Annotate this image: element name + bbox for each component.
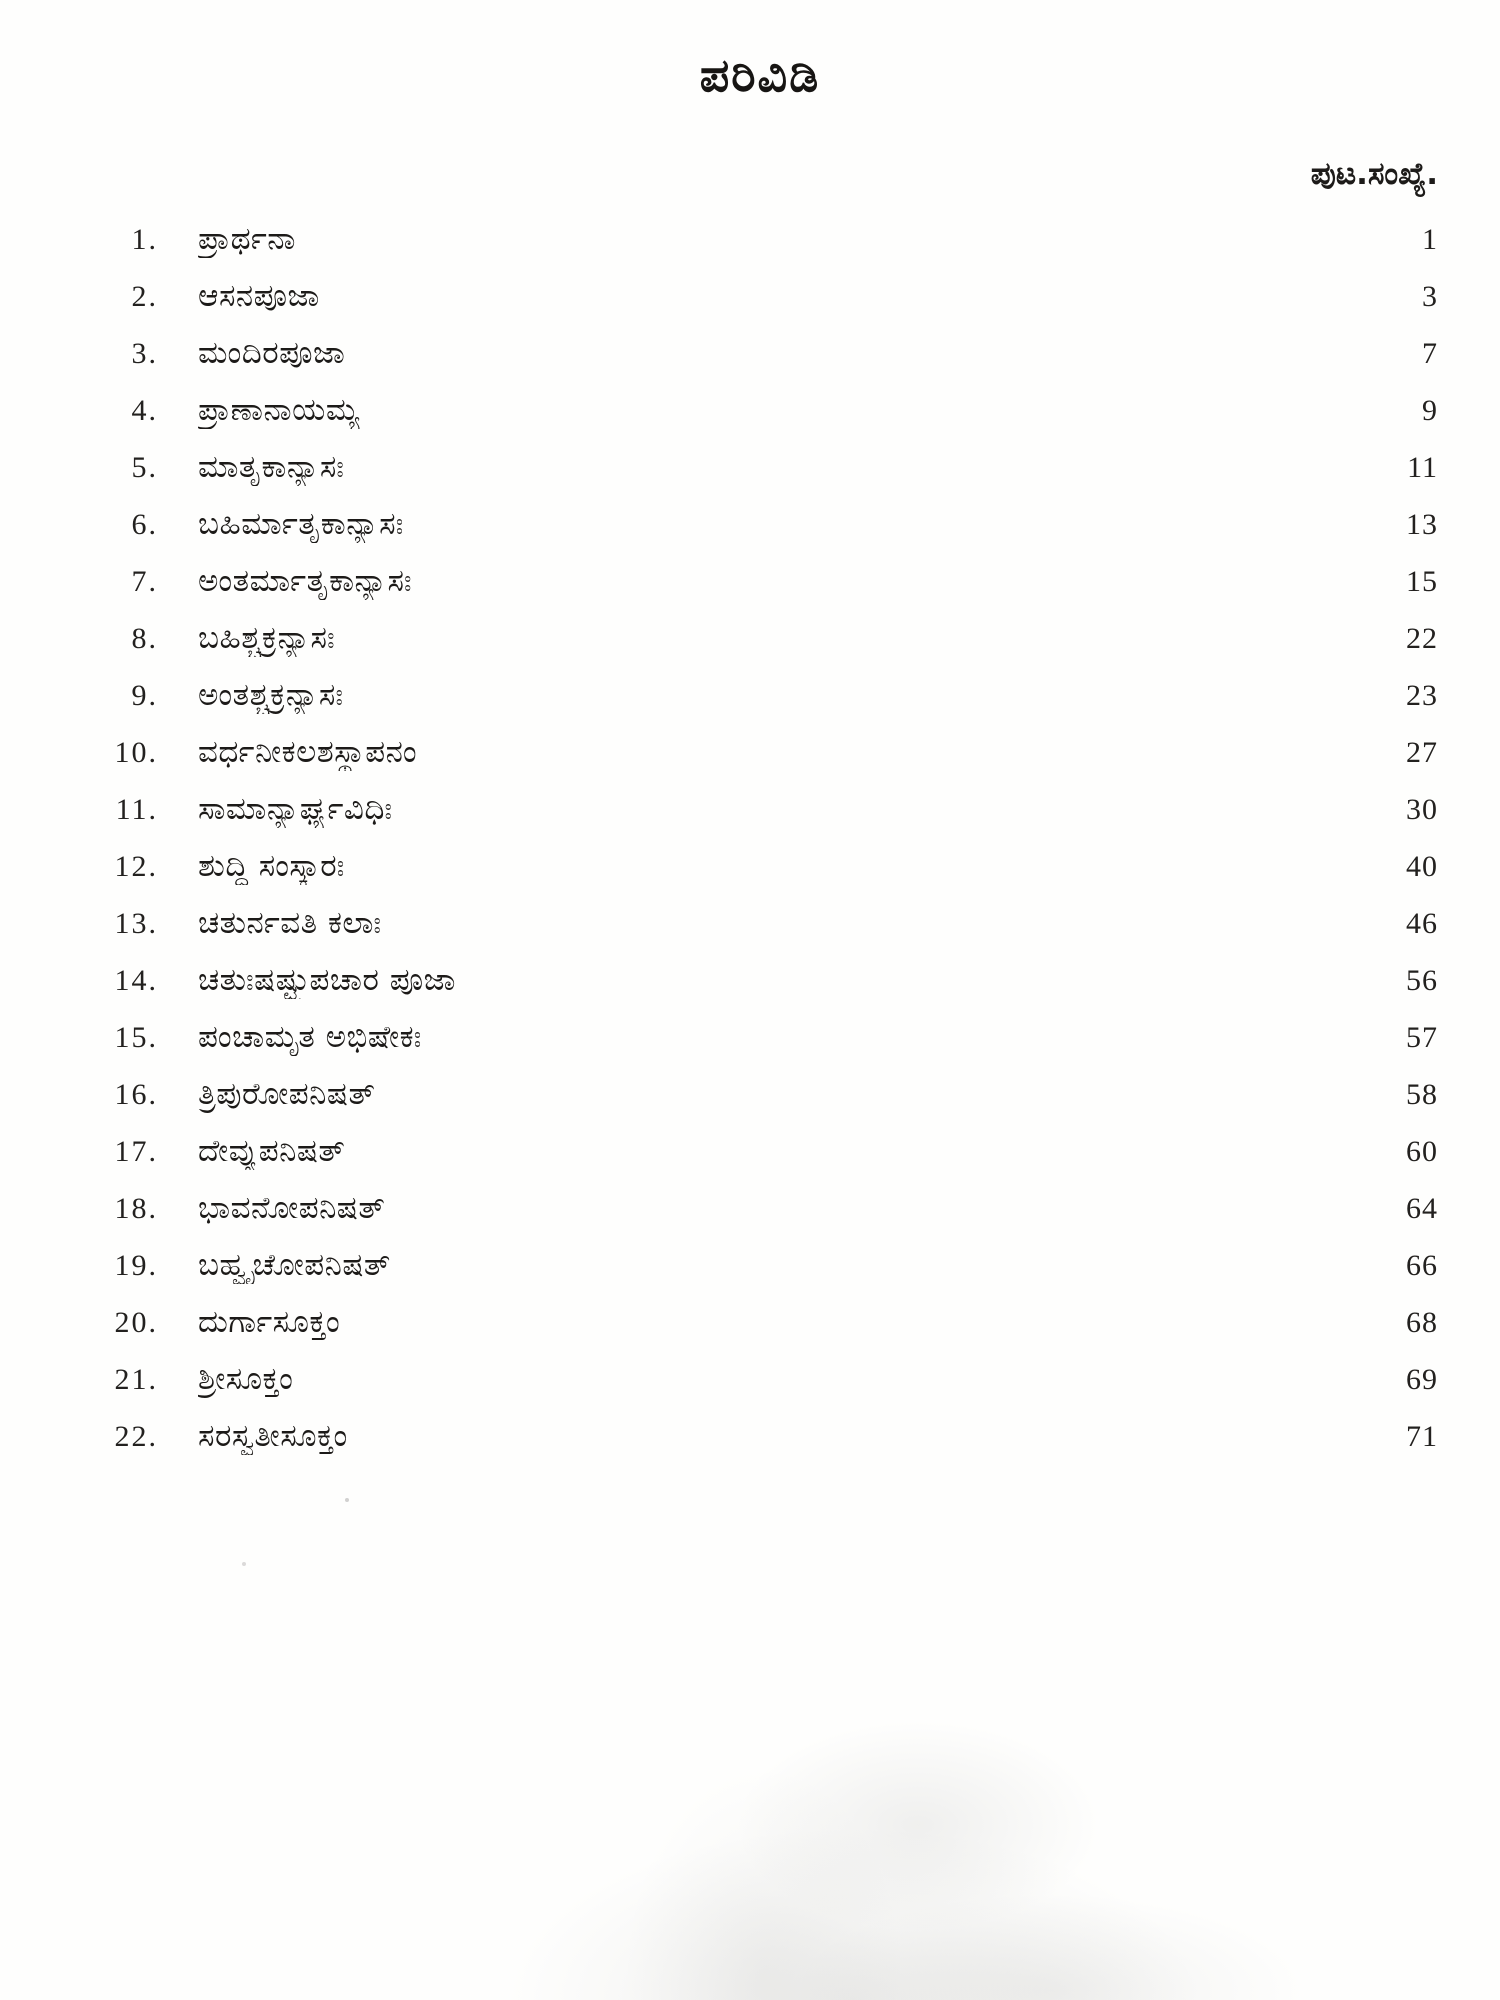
toc-item-number: 4.: [131, 394, 158, 427]
toc-item-title: ಬಹಿರ್ಮಾತೃಕಾನ್ಯಾಸಃ: [198, 506, 404, 542]
toc-row: [82, 335, 1438, 392]
toc-item-page: 15: [1406, 565, 1438, 598]
toc-item-number: 12.: [114, 850, 158, 883]
toc-item-number: 8.: [131, 622, 158, 655]
toc-item-title: ಅಂತಶ್ಚಕ್ರನ್ಯಾಸಃ: [198, 677, 344, 713]
toc-item-page: 3: [1422, 280, 1438, 313]
toc-item-number: 20.: [114, 1306, 158, 1339]
toc-row: [82, 1019, 1438, 1076]
toc-content: [82, 48, 1438, 1475]
toc-item-title: ಚತುರ್ನವತಿ ಕಲಾಃ: [198, 905, 382, 941]
toc-item-number: 19.: [114, 1249, 158, 1282]
toc-item-page: 58: [1406, 1078, 1438, 1111]
toc-item-number: 18.: [114, 1192, 158, 1225]
toc-item-title: ಪ್ರಾರ್ಥನಾ: [198, 221, 296, 257]
scan-speck: [242, 1562, 246, 1566]
toc-item-title: ದುರ್ಗಾಸೂಕ್ತಂ: [198, 1304, 341, 1340]
toc-item-number: 17.: [114, 1135, 158, 1168]
toc-row: [82, 905, 1438, 962]
toc-item-page: 46: [1406, 907, 1438, 940]
toc-item-number: 1.: [131, 223, 158, 256]
toc-row: [82, 1304, 1438, 1361]
toc-item-page: 68: [1406, 1306, 1438, 1339]
toc-row: [82, 1133, 1438, 1190]
toc-item-page: 57: [1406, 1021, 1438, 1054]
toc-item-page: 56: [1406, 964, 1438, 997]
toc-item-title: ಚತುಃಷಷ್ಟ್ಯುಪಚಾರ ಪೂಜಾ: [198, 962, 456, 998]
toc-item-page: 11: [1407, 451, 1438, 484]
toc-item-title: ಶ್ರೀಸೂಕ್ತಂ: [198, 1361, 294, 1397]
scan-shadow-artifact: [280, 1540, 1380, 2000]
toc-item-title: ಶುದ್ಧಿ ಸಂಸ್ಕಾರಃ: [198, 848, 345, 884]
toc-row: [82, 563, 1438, 620]
toc-item-page: 1: [1422, 223, 1438, 256]
toc-item-page: 71: [1406, 1420, 1438, 1453]
toc-item-number: 3.: [131, 337, 158, 370]
scan-speck: [345, 1498, 349, 1502]
toc-item-title: ಸರಸ್ವತೀಸೂಕ್ತಂ: [198, 1418, 348, 1454]
toc-item-page: 7: [1422, 337, 1438, 370]
toc-item-title: ಪ್ರಾಣಾನಾಯಮ್ಯ: [198, 392, 361, 428]
toc-item-page: 60: [1406, 1135, 1438, 1168]
toc-item-title: ಮಂದಿರಪೂಜಾ: [198, 335, 346, 371]
toc-item-number: 9.: [131, 679, 158, 712]
toc-row: [82, 278, 1438, 335]
toc-row: [82, 221, 1438, 278]
toc-item-number: 10.: [114, 736, 158, 769]
toc-item-title: ಸಾಮಾನ್ಯಾರ್ಘ್ಯವಿಧಿಃ: [198, 791, 393, 827]
toc-item-number: 14.: [114, 964, 158, 997]
toc-row: [82, 1361, 1438, 1418]
toc-row: [82, 449, 1438, 506]
toc-row: [82, 1247, 1438, 1304]
toc-item-title: ಬಹ್ವೃಚೋಪನಿಷತ್: [198, 1247, 391, 1283]
toc-item-page: 66: [1406, 1249, 1438, 1282]
toc-item-page: 13: [1406, 508, 1438, 541]
toc-row: [82, 620, 1438, 677]
toc-item-title: ತ್ರಿಪುರೋಪನಿಷತ್: [198, 1076, 376, 1112]
toc-row: [82, 392, 1438, 449]
toc-row: [82, 1418, 1438, 1475]
toc-item-page: 64: [1406, 1192, 1438, 1225]
toc-row: [82, 848, 1438, 905]
toc-item-page: 23: [1406, 679, 1438, 712]
toc-list: [82, 221, 1438, 1475]
toc-item-title: ಬಹಿಶ್ಚಕ್ರನ್ಯಾಸಃ: [198, 620, 336, 656]
toc-item-title: ಆಸನಪೂಜಾ: [198, 278, 320, 314]
toc-item-number: 6.: [131, 508, 158, 541]
toc-item-number: 16.: [114, 1078, 158, 1111]
toc-item-page: 30: [1406, 793, 1438, 826]
toc-item-number: 2.: [131, 280, 158, 313]
toc-item-title: ಭಾವನೋಪನಿಷತ್: [198, 1190, 386, 1226]
toc-item-number: 13.: [114, 907, 158, 940]
toc-item-title: ಪಂಚಾಮೃತ ಅಭಿಷೇಕಃ: [198, 1019, 422, 1055]
toc-item-page: 69: [1406, 1363, 1438, 1396]
toc-item-number: 7.: [131, 565, 158, 598]
toc-row: [82, 1076, 1438, 1133]
toc-row: [82, 791, 1438, 848]
toc-item-title: ಮಾತೃಕಾನ್ಯಾಸಃ: [198, 449, 345, 485]
toc-row: [82, 1190, 1438, 1247]
toc-item-page: 9: [1422, 394, 1438, 427]
toc-row: [82, 962, 1438, 1019]
toc-item-number: 22.: [114, 1420, 158, 1453]
toc-item-title: ವರ್ಧನೀಕಲಶಸ್ಥಾಪನಂ: [198, 734, 418, 770]
toc-item-title: ದೇವ್ಯುಪನಿಷತ್: [198, 1133, 346, 1169]
toc-item-number: 11.: [115, 793, 158, 826]
toc-item-page: 40: [1406, 850, 1438, 883]
toc-row: [82, 677, 1438, 734]
toc-item-title: ಅಂತರ್ಮಾತೃಕಾನ್ಯಾಸಃ: [198, 563, 413, 599]
toc-item-number: 21.: [114, 1363, 158, 1396]
toc-item-page: 22: [1406, 622, 1438, 655]
toc-item-number: 15.: [114, 1021, 158, 1054]
toc-row: [82, 506, 1438, 563]
page-number-column-header: ಪುಟ.ಸಂಖ್ಯೆ.: [1310, 156, 1438, 192]
toc-item-number: 5.: [131, 451, 158, 484]
toc-item-page: 27: [1406, 736, 1438, 769]
page-title: ಪರಿವಿಡಿ: [699, 48, 821, 102]
toc-row: [82, 734, 1438, 791]
